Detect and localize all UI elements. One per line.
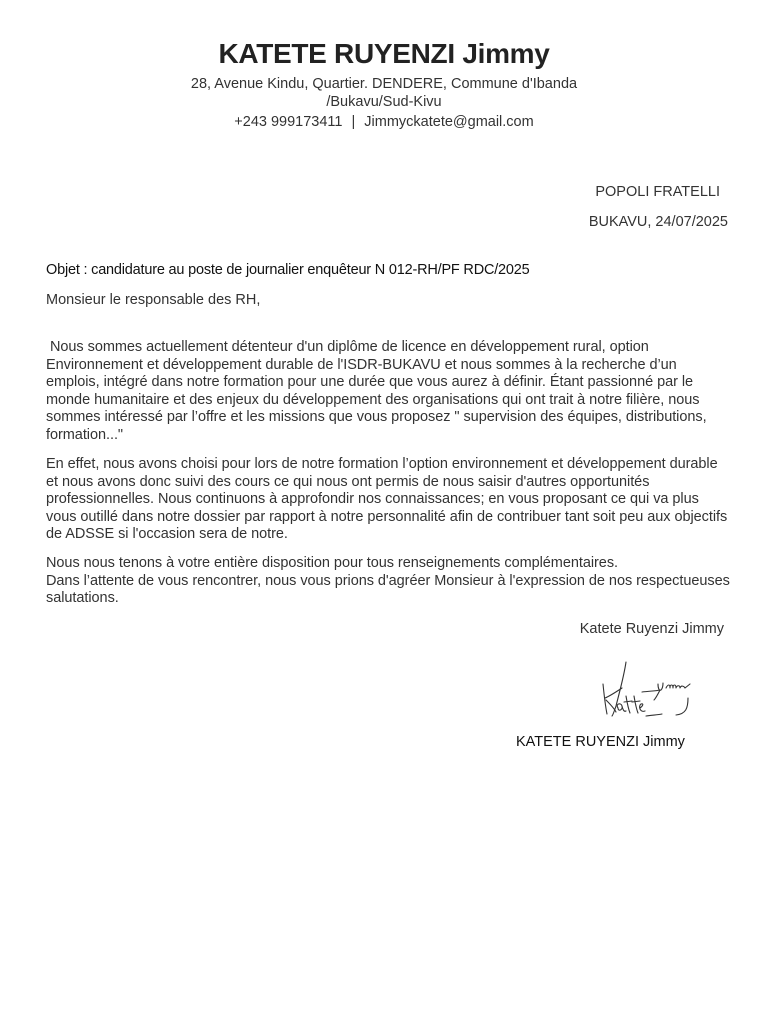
sender-phone: +243 999173411 [234, 114, 343, 130]
sender-contact [0, 114, 768, 130]
sender-email: Jimmyckatete@gmail.com [364, 114, 534, 130]
salutation: Monsieur le responsable des RH, [46, 292, 261, 308]
body-paragraph-2: En effet, nous avons choisi pour lors de notre formation l’option environnement et développement durable et nous avons donc suivi des cours ce qui nous ont permis de nous saisir d'autres opportunités professionnelles. Nous continuons à approfondir nos connaissances; en vous proposant ce qui va plus vous outillé dans notre dossier par rapport à notre personnalité afin de contribuer tant soit peu aux objectifs de ADSSE si l'occasion sera de notre. [46, 456, 728, 543]
recipient-name: POPOLI FRATELLI [595, 184, 720, 200]
body-paragraph-1: Nous sommes actuellement détenteur d'un diplôme de licence en développement rural, option Environnement et développement durable de l'ISDR-BUKAVU et nous sommes à la recherche d’un emplois, intégré dans notre formation pour une durée que vous aurez à définir. Étant passionné par le monde humanitaire et des enjeux du développement des organisations qui ont trait à notre filière, nous sommes intéressé par l’offre et les missions que vous proposez " supervision des équipes, distributions, formation..." [46, 339, 711, 443]
sender-address: 28, Avenue Kindu, Quartier. DENDERE, Commune d'Ibanda /Bukavu/Sud-Kivu [190, 76, 578, 110]
body-paragraph-3: Nous nous tenons à votre entière disposition pour tous renseignements complémentaires. Dans l’attente de vous rencontrer, nous vous prions d'agréer Monsieur à l'expression de nos respectueuses salutations. [46, 555, 730, 607]
contact-separator: | [351, 114, 356, 130]
signoff-name: Katete Ruyenzi Jimmy [579, 621, 724, 637]
letter-subject: Objet : candidature au poste de journalier enquêteur N 012-RH/PF RDC/2025 [46, 262, 530, 278]
place-date: BUKAVU, 24/07/2025 [588, 214, 728, 230]
signature-name: KATETE RUYENZI Jimmy [516, 734, 685, 750]
sender-name: KATETE RUYENZI Jimmy [218, 38, 550, 69]
handwritten-signature [596, 658, 698, 722]
